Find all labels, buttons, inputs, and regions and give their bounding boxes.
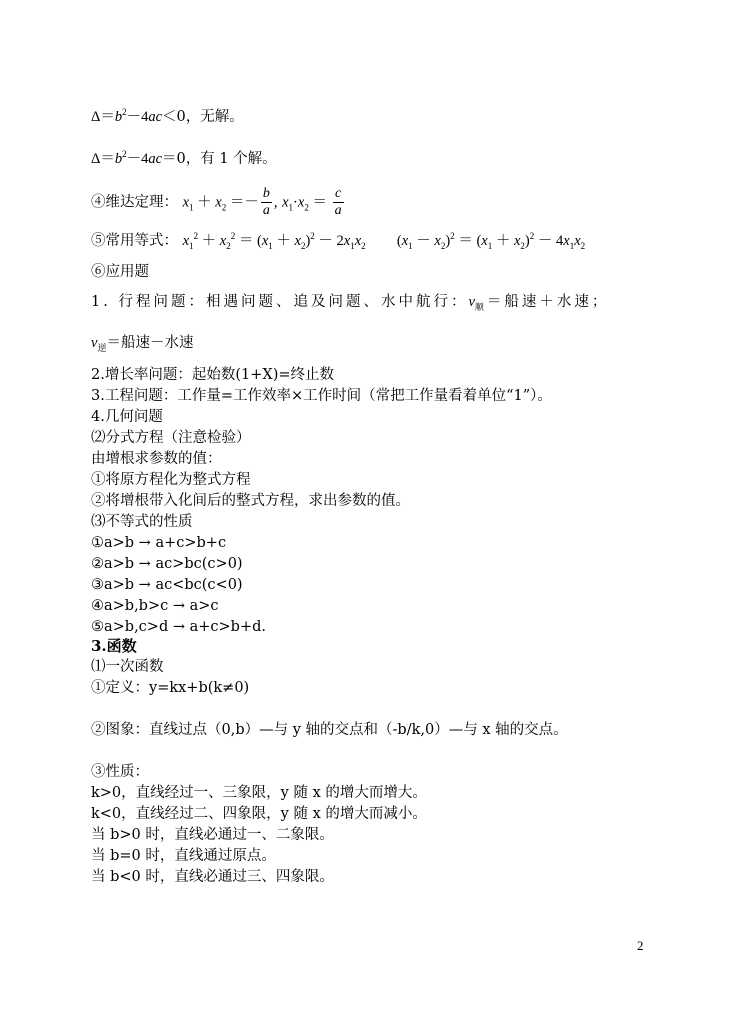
vieta-formula: ④维达定理： $x_1 + x_2$ ＝－ $\frac{b}{a}$ , $x_1\cdot x_2$ ＝ $\frac{c}{a}$	[91, 186, 342, 218]
inequality-rule-3: ③a>b → ac<bc(c<0)	[91, 577, 243, 593]
property-k-negative: k<0，直线经过二、四象限，y 随 x 的增大而减小。	[91, 806, 427, 822]
step-two: ②将增根带入化间后的整式方程，求出参数的值。	[91, 493, 410, 509]
geometry-problem: 4.几何问题	[91, 409, 163, 425]
fractional-equation-heading: ⑵分式方程（注意检验）	[91, 430, 251, 446]
linear-function-definition: ①定义：y=kx+b(k≠0)	[91, 680, 250, 696]
inequality-rule-2: ②a>b → ac>bc(c>0)	[91, 556, 243, 572]
inequality-rule-1: ①a>b → a+c>b+c	[91, 535, 227, 551]
inequality-rule-4: ④a>b,b>c → a>c	[91, 598, 219, 614]
linear-function-heading: ⑴一次函数	[91, 659, 164, 675]
inequality-rule-5: ⑤a>b,c>d → a+c>b+d.	[91, 619, 266, 635]
discriminant-zero: $\Delta=b^2-4ac=0$，有 1 个解。	[91, 149, 277, 167]
growth-problem: 2.增长率问题：起始数(1+X)=终止数	[91, 367, 334, 383]
discriminant-negative: $\Delta=b^2-4ac<0$，无解。	[91, 107, 244, 125]
page-number: 2	[637, 938, 644, 953]
property-b-zero: 当 b=0 时，直线通过原点。	[91, 848, 276, 864]
properties-heading: ③性质：	[91, 764, 149, 780]
common-identity: ⑤常用等式： $x_1^2 + x_2^2 = (x_1 + x_2)^2 - 2x_1x_2$ $(x_1 - x_2)^2 = (x_1 + x_2)^2 - 4x_1x_2$	[91, 231, 586, 251]
property-k-positive: k>0，直线经过一、三象限，y 随 x 的增大而增大。	[91, 785, 427, 801]
function-section-title: 3.函数	[91, 637, 137, 655]
step-one: ①将原方程化为整式方程	[91, 472, 251, 488]
extraneous-root-heading: 由增根求参数的值：	[91, 451, 222, 467]
travel-problem-cont: $v_逆=$船速－水速	[91, 335, 194, 353]
linear-function-graph: ②图象：直线过点（0,b）—与 y 轴的交点和（-b/k,0）—与 x 轴的交点。	[91, 722, 568, 738]
property-b-negative: 当 b<0 时，直线必通过三、四象限。	[91, 869, 334, 885]
travel-problem: 1. 行程问题：相遇问题、追及问题、水中航行：$v_顺=$船速＋水速；	[91, 294, 610, 312]
work-problem: 3.工程问题：工作量=工作效率×工作时间（常把工作量看着单位“1”）。	[91, 388, 552, 404]
application-title: ⑥应用题	[91, 264, 149, 280]
property-b-positive: 当 b>0 时，直线必通过一、二象限。	[91, 827, 334, 843]
inequality-heading: ⑶不等式的性质	[91, 514, 193, 530]
